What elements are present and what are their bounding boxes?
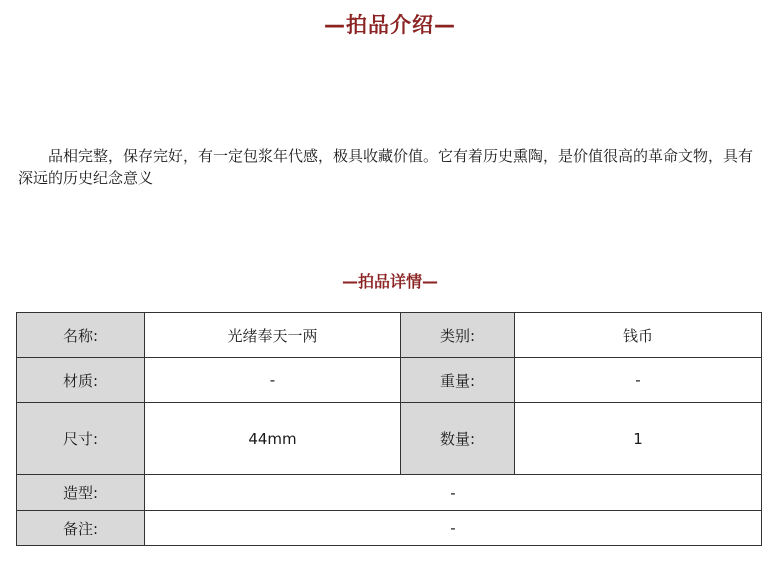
item-description: 品相完整，保存完好，有一定包浆年代感，极具收藏价值。它有着历史熏陶，是价值很高的革命文物，具有深远的历史纪念意义 [18, 147, 754, 187]
value-shape: - [145, 475, 762, 511]
intro-title: —拍品介绍— [324, 13, 456, 37]
table-row [17, 403, 762, 475]
label-shape: 造型: [17, 475, 145, 511]
table-row [17, 511, 762, 546]
label-name: 名称: [17, 313, 145, 358]
label-weight: 重量: [401, 358, 515, 403]
label-size: 尺寸: [17, 403, 145, 475]
details-title: —拍品详情— [341, 272, 438, 291]
value-quantity: 1 [515, 403, 762, 475]
value-material: - [145, 358, 401, 403]
table-row [17, 313, 762, 358]
value-weight: - [515, 358, 762, 403]
label-category: 类别: [401, 313, 515, 358]
value-category: 钱币 [515, 313, 762, 358]
label-quantity: 数量: [401, 403, 515, 475]
value-size: 44mm [145, 403, 401, 475]
table-row [17, 475, 762, 511]
label-remarks: 备注: [17, 511, 145, 546]
table-row [17, 358, 762, 403]
label-material: 材质: [17, 358, 145, 403]
value-name: 光绪奉天一两 [145, 313, 401, 358]
details-table [16, 312, 762, 546]
value-remarks: - [145, 511, 762, 546]
